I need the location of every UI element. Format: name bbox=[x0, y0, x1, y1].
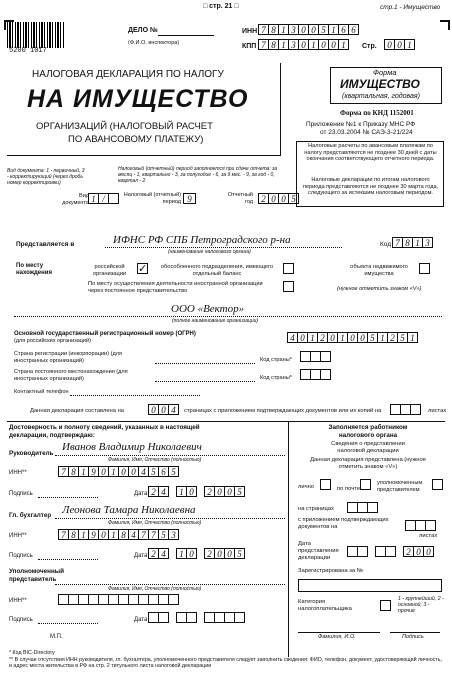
country-code-label-1: Код страны* bbox=[260, 357, 292, 363]
seal-label: М.П. bbox=[50, 634, 63, 640]
form-name: ИМУЩЕСТВО bbox=[340, 77, 420, 91]
director-signature-label: Подпись bbox=[9, 491, 33, 497]
order-line1: Приложение №1 к Приказу МНС РФ bbox=[306, 121, 416, 128]
acc-date-cell[interactable]: 2 bbox=[204, 548, 215, 559]
title-main: НА ИМУЩЕСТВО bbox=[27, 85, 249, 113]
authority-code-cells[interactable] bbox=[392, 237, 432, 248]
category-note: 1 - крупнейший, 2 - основной, 3 - прочие bbox=[398, 596, 444, 615]
r-date-cell[interactable]: 0 bbox=[413, 546, 424, 557]
pages-cells-cell[interactable]: 4 bbox=[168, 404, 179, 415]
dir-inn-cell[interactable]: 6 bbox=[158, 466, 169, 477]
hdr-inn-cell[interactable]: 7 bbox=[258, 24, 269, 35]
accountant-inn-cells[interactable] bbox=[58, 529, 178, 540]
acc-inn-cell[interactable]: 9 bbox=[88, 529, 99, 540]
acc-date-cell[interactable]: 5 bbox=[234, 548, 245, 559]
r-date-cell[interactable] bbox=[385, 546, 396, 557]
case-label: ДЕЛО № bbox=[128, 27, 158, 34]
director-inn-label: ИНН** bbox=[9, 470, 27, 476]
director-signature-line[interactable] bbox=[38, 497, 98, 498]
dir-inn-cell[interactable]: 5 bbox=[168, 466, 179, 477]
dir-inn-cell[interactable]: 1 bbox=[108, 466, 119, 477]
org-name-line bbox=[14, 316, 442, 317]
period-cells[interactable] bbox=[183, 193, 195, 204]
ogrn-cells-cell[interactable]: 0 bbox=[357, 332, 368, 343]
code-cells-cell[interactable]: 7 bbox=[392, 237, 403, 248]
acc-inn-cell[interactable]: 7 bbox=[138, 529, 149, 540]
sheets-label: листах bbox=[419, 533, 438, 539]
hdr-inn-cell[interactable]: 1 bbox=[328, 24, 339, 35]
section-divider bbox=[7, 421, 445, 422]
hdr-inn-cell[interactable]: 8 bbox=[268, 24, 279, 35]
corner-marker bbox=[4, 20, 14, 30]
ogrn-cells-cell[interactable]: 4 bbox=[287, 332, 298, 343]
doc-type-note: Вид документа: 1 - первичный, 3 - корректирующий (через дробь номер корректировки) bbox=[7, 168, 85, 186]
by-rep-label: уполномоченным представителем bbox=[377, 480, 423, 493]
dir-date-cell[interactable]: 4 bbox=[158, 486, 169, 497]
sheets-cells[interactable] bbox=[390, 404, 420, 415]
director-name[interactable]: Иванов Владимир Николаевич bbox=[62, 441, 202, 453]
hdr-inn-cell[interactable]: 3 bbox=[288, 24, 299, 35]
kpp-label: КПП bbox=[242, 43, 257, 50]
cc1-cell[interactable] bbox=[320, 351, 331, 362]
org-name-note: (полное наименование организации) bbox=[172, 318, 259, 324]
accountant-date-cells[interactable] bbox=[148, 548, 244, 559]
hdr-kpp-cell[interactable]: 0 bbox=[328, 39, 339, 50]
pages-text-1: Данная декларация составлена на bbox=[30, 408, 125, 414]
dir-date-cell[interactable]: 2 bbox=[204, 486, 215, 497]
code-cells-cell[interactable]: 8 bbox=[402, 237, 413, 248]
submitted-line bbox=[105, 247, 342, 248]
pages-text-2: страницах с приложением подтверждающих документов или их копий на bbox=[184, 408, 382, 414]
inspector-fio-line[interactable] bbox=[298, 632, 380, 633]
rep-date-cell[interactable] bbox=[234, 612, 245, 623]
personal-label: лично bbox=[298, 484, 315, 490]
ogrn-note: (для российских организаций) bbox=[14, 338, 91, 344]
page-num-label: Стр. bbox=[362, 43, 377, 50]
period-label: Налоговый (отчетный) период bbox=[123, 192, 181, 205]
title-line1: НАЛОГОВАЯ ДЕКЛАРАЦИЯ ПО НАЛОГУ bbox=[32, 69, 224, 80]
on-pages-label: на страницах bbox=[298, 506, 334, 512]
acc-inn-cell[interactable]: 5 bbox=[158, 529, 169, 540]
code-cells-cell[interactable]: 3 bbox=[422, 237, 433, 248]
page-top-marker: □ стр. 21 □ bbox=[203, 3, 239, 10]
country-perm-line bbox=[155, 381, 255, 382]
place-foreign-label: По месту осуществления деятельности иностранной организации через постоянное представительство bbox=[88, 281, 263, 294]
acc-inn-cell[interactable]: 7 bbox=[58, 529, 69, 540]
country-code-label-2: Код страны* bbox=[260, 375, 292, 381]
acc-inn-cell[interactable]: 3 bbox=[168, 529, 179, 540]
ogrn-cells-cell[interactable]: 0 bbox=[327, 332, 338, 343]
rep-date-cell[interactable] bbox=[186, 612, 197, 623]
doc-kind-cell[interactable] bbox=[108, 193, 119, 204]
ogrn-cells-cell[interactable]: 1 bbox=[337, 332, 348, 343]
dir-inn-cell[interactable]: 4 bbox=[138, 466, 149, 477]
r-date-cell[interactable]: 0 bbox=[423, 546, 434, 557]
pages-text-3: листах bbox=[428, 408, 447, 414]
director-fio-note: Фамилия, Имя, Отчество (полностью) bbox=[108, 457, 202, 463]
dir-inn-cell[interactable]: 7 bbox=[58, 466, 69, 477]
country-reg-label: Страна регистрации (инкорпорации) (для иностранных организаций) bbox=[14, 351, 123, 364]
received-pages-cells[interactable] bbox=[347, 502, 377, 513]
accountant-inn-label: ИНН** bbox=[9, 533, 27, 539]
period-cell[interactable]: 9 bbox=[183, 193, 196, 204]
r-pages-cell[interactable] bbox=[367, 502, 378, 513]
column-divider bbox=[288, 421, 289, 657]
by-mail-label: по почте bbox=[337, 486, 361, 492]
place-branch-label: обособленного подразделения, имеющего отдельный баланс bbox=[160, 264, 274, 277]
country-reg-line bbox=[155, 363, 255, 364]
representative-inn-cells[interactable] bbox=[58, 594, 178, 605]
dir-inn-cell[interactable]: 5 bbox=[148, 466, 159, 477]
acc-inn-cell[interactable]: 4 bbox=[128, 529, 139, 540]
accountant-signature-line[interactable] bbox=[38, 559, 98, 560]
tax-office-sub1: Сведения о представлении налоговой декларации bbox=[331, 441, 405, 454]
r-sheets-cell[interactable] bbox=[425, 520, 436, 531]
dir-inn-cell[interactable]: 0 bbox=[128, 466, 139, 477]
hdr-inn-cell[interactable]: 0 bbox=[298, 24, 309, 35]
year-cells[interactable] bbox=[258, 193, 298, 204]
ogrn-label: Основной государственный регистрационный номер (ОГРН) bbox=[14, 331, 196, 337]
pages-cells-cell[interactable]: 0 bbox=[158, 404, 169, 415]
ogrn-cells-cell[interactable]: 1 bbox=[407, 332, 418, 343]
ogrn-cells-cell[interactable]: 2 bbox=[387, 332, 398, 343]
doc-kind-cell[interactable]: 1 bbox=[88, 193, 99, 204]
place-foreign-checkbox[interactable] bbox=[283, 281, 294, 292]
representative-line bbox=[55, 584, 285, 585]
page-label: стр.1 - Имущество bbox=[380, 4, 441, 11]
rep-date-cell[interactable] bbox=[158, 612, 169, 623]
tax-office-sub2: Данная декларация представлена (нужное отметить знаком «V») bbox=[310, 457, 426, 470]
submitted-note: (наименование налогового органа) bbox=[168, 249, 251, 255]
with-docs-label: с приложением подтверждающих документов на bbox=[298, 517, 389, 530]
code-label: Код bbox=[380, 241, 392, 248]
hdr-inn-cell[interactable]: 6 bbox=[348, 24, 359, 35]
period-note: Налоговый (отчетный) период заполняется при сдаче отчета: за месяц - 1, квартально - 3, за полугодие - 6, за 9 мес. - 9, за год - 0, квартал - 2 bbox=[118, 166, 278, 184]
pages-cells[interactable] bbox=[148, 404, 178, 415]
title-line3: ОРГАНИЗАЦИЙ (НАЛОГОВЫЙ РАСЧЕТ bbox=[36, 121, 213, 132]
hdr-kpp-cell[interactable]: 1 bbox=[278, 39, 289, 50]
tax-authority-name[interactable]: ИФНС РФ СПБ Петроградского р-на bbox=[113, 234, 291, 246]
ogrn-cells-cell[interactable]: 5 bbox=[397, 332, 408, 343]
category-cell[interactable] bbox=[380, 600, 391, 611]
footnote-1: * Код BIC-Directory bbox=[9, 650, 55, 656]
hdr-page-cell[interactable]: 1 bbox=[404, 39, 415, 50]
country-code-cells-2[interactable] bbox=[300, 369, 330, 380]
knd-code: Форма по КНД 1152001 bbox=[340, 109, 414, 117]
header-kpp-cells[interactable] bbox=[258, 39, 348, 50]
acc-date-cell[interactable]: 0 bbox=[186, 548, 197, 559]
acc-inn-cell[interactable]: 7 bbox=[148, 529, 159, 540]
country-code-cells-1[interactable] bbox=[300, 351, 330, 362]
submission-date-cells[interactable] bbox=[347, 546, 433, 557]
year-label: Отчетный год bbox=[227, 192, 253, 205]
representative-fio-note: Фамилия, Имя, Отчество (полностью) bbox=[108, 586, 202, 592]
place-russian-label: российской организации bbox=[92, 264, 127, 277]
ogrn-cells-cell[interactable]: 0 bbox=[297, 332, 308, 343]
representative-inn-label: ИНН** bbox=[9, 598, 27, 604]
representative-signature-line[interactable] bbox=[38, 623, 98, 624]
inn-label: ИНН bbox=[242, 28, 258, 35]
ogrn-cells-cell[interactable]: 1 bbox=[377, 332, 388, 343]
phone-line bbox=[70, 395, 200, 396]
cc2-cell[interactable] bbox=[320, 369, 331, 380]
ogrn-cells-cell[interactable]: 2 bbox=[317, 332, 328, 343]
barcode bbox=[7, 22, 65, 48]
ogrn-cells-cell[interactable]: 0 bbox=[347, 332, 358, 343]
year-cells-cell[interactable]: 2 bbox=[258, 193, 269, 204]
personal-checkbox[interactable] bbox=[320, 479, 331, 490]
dir-date-cell[interactable]: 0 bbox=[224, 486, 235, 497]
hdr-kpp-cell[interactable]: 3 bbox=[288, 39, 299, 50]
representative-date-cells[interactable] bbox=[148, 612, 244, 623]
inspector-signature-line[interactable] bbox=[390, 632, 440, 633]
acc-inn-cell[interactable]: 1 bbox=[108, 529, 119, 540]
doc-kind-label: Вид документа bbox=[62, 193, 89, 206]
representative-label: Уполномоченный представитель bbox=[9, 568, 65, 583]
acc-date-cell[interactable]: 4 bbox=[158, 548, 169, 559]
inspector-fio-label: Фамилия, И.О. bbox=[318, 634, 356, 640]
contact-phone-label: Контактный телефон bbox=[14, 389, 69, 395]
hdr-inn-cell[interactable]: 5 bbox=[318, 24, 329, 35]
hdr-kpp-cell[interactable]: 0 bbox=[298, 39, 309, 50]
acc-date-cell[interactable]: 0 bbox=[224, 548, 235, 559]
acc-inn-cell[interactable]: 1 bbox=[78, 529, 89, 540]
director-date-cells[interactable] bbox=[148, 486, 244, 497]
footnote-2: ** В случае отсутствия ИНН руководителя, гл. бухгалтера, уполномоченного представителя следует заполнить сведения: ФИО, телефон, документ, удостоверяющий личность, и адрес места жительства в РФ на стр. 2 титульного листа налоговой декларации bbox=[9, 657, 442, 670]
hdr-kpp-cell[interactable]: 8 bbox=[268, 39, 279, 50]
accountant-name[interactable]: Леонова Тамара Николаевна bbox=[62, 504, 196, 516]
dir-date-cell[interactable]: 0 bbox=[214, 486, 225, 497]
acc-date-cell[interactable]: 0 bbox=[214, 548, 225, 559]
r-date-cell[interactable] bbox=[357, 546, 368, 557]
place-label: По месту нахождения bbox=[16, 263, 52, 276]
dir-inn-cell[interactable]: 1 bbox=[78, 466, 89, 477]
ogrn-cells-cell[interactable]: 5 bbox=[367, 332, 378, 343]
dir-date-cell[interactable]: 0 bbox=[186, 486, 197, 497]
inspector-signature-label: Подпись bbox=[402, 634, 424, 640]
corner-marker bbox=[440, 20, 450, 30]
place-property-checkbox[interactable] bbox=[419, 263, 430, 274]
header-page-cells[interactable] bbox=[384, 39, 414, 50]
hdr-kpp-cell[interactable]: 7 bbox=[258, 39, 269, 50]
submitted-label: Представляется в bbox=[16, 241, 75, 248]
organization-name[interactable]: ООО «Вектор» bbox=[171, 303, 245, 315]
doc-kind-cells[interactable] bbox=[88, 193, 118, 204]
sheets-cells-cell[interactable] bbox=[410, 404, 421, 415]
hdr-inn-cell[interactable]: 6 bbox=[338, 24, 349, 35]
dir-inn-cell[interactable]: 9 bbox=[88, 466, 99, 477]
hdr-inn-cell[interactable]: 0 bbox=[308, 24, 319, 35]
date-submitted-label: Дата представления декларации bbox=[298, 541, 339, 561]
header-inn-cells[interactable] bbox=[258, 24, 358, 35]
acc-inn-cell[interactable]: 8 bbox=[118, 529, 129, 540]
acc-date-cell[interactable]: 2 bbox=[148, 548, 159, 559]
place-property-label: объекта недвижимого имущества bbox=[350, 264, 408, 277]
by-mail-checkbox[interactable] bbox=[360, 479, 371, 490]
representative-signature-label: Подпись bbox=[9, 617, 33, 623]
code-cells-cell[interactable]: 1 bbox=[412, 237, 423, 248]
dir-date-cell[interactable]: 1 bbox=[176, 486, 187, 497]
notice-advance: Налоговые расчеты по авансовым платежам по налогу представляются не позднее 30 дней с даты окончания соответствующего отчетного периода. bbox=[304, 143, 437, 163]
director-line bbox=[55, 455, 285, 456]
mark-note: (нужное отметить знаком «V») bbox=[337, 286, 422, 292]
representative-date-label: Дата bbox=[134, 617, 148, 623]
case-line bbox=[158, 35, 214, 36]
dir-inn-cell[interactable]: 0 bbox=[98, 466, 109, 477]
year-cells-cell[interactable]: 0 bbox=[268, 193, 279, 204]
place-russian-checkbox[interactable]: ✓ bbox=[138, 263, 148, 275]
order-line2: от 23.03.2004 № САЭ-3-21/224 bbox=[320, 129, 413, 136]
acc-inn-cell[interactable]: 8 bbox=[68, 529, 79, 540]
doc-kind-cell[interactable]: / bbox=[98, 193, 109, 204]
received-sheets-cells[interactable] bbox=[405, 520, 435, 531]
dir-inn-cell[interactable]: 0 bbox=[118, 466, 129, 477]
dir-date-cell[interactable]: 2 bbox=[148, 486, 159, 497]
hdr-kpp-cell[interactable]: 1 bbox=[308, 39, 319, 50]
country-perm-label: Страна постоянного местонахождения (для иностранных организаций) bbox=[14, 369, 128, 382]
rep-inn-cell[interactable] bbox=[168, 594, 179, 605]
place-branch-checkbox[interactable] bbox=[283, 263, 294, 274]
confirmation-heading: Достоверность и полноту сведений, указанных в настоящей декларации, подтверждаю: bbox=[9, 424, 200, 439]
acc-inn-cell[interactable]: 0 bbox=[98, 529, 109, 540]
pages-cells-cell[interactable]: 0 bbox=[148, 404, 159, 415]
tax-office-heading: Заполняется работником налогового органа bbox=[328, 424, 408, 439]
form-label: Форма bbox=[373, 68, 397, 77]
hdr-kpp-cell[interactable]: 0 bbox=[318, 39, 329, 50]
year-cells-cell[interactable]: 0 bbox=[278, 193, 289, 204]
hdr-inn-cell[interactable]: 1 bbox=[278, 24, 289, 35]
dir-inn-cell[interactable]: 8 bbox=[68, 466, 79, 477]
hdr-kpp-cell[interactable]: 1 bbox=[338, 39, 349, 50]
accountant-signature-label: Подпись bbox=[9, 553, 33, 559]
director-inn-cells[interactable] bbox=[58, 466, 178, 477]
ogrn-cells[interactable] bbox=[287, 332, 417, 343]
barcode-number: 5200 1017 bbox=[9, 47, 47, 55]
r-date-cell[interactable]: 2 bbox=[403, 546, 414, 557]
accountant-fio-note: Фамилия, Имя, Отчество (полностью) bbox=[108, 520, 202, 526]
acc-date-cell[interactable]: 1 bbox=[176, 548, 187, 559]
hdr-page-cell[interactable]: 0 bbox=[384, 39, 395, 50]
category-label: Категория налогоплательщика bbox=[298, 599, 352, 612]
form-sub: (квартальная, годовая) bbox=[342, 93, 420, 100]
notice-annual: Налоговые декларации по итогам налогового периода представляются не позднее 30 марта года, следующего за истекшим налоговым периодом. bbox=[302, 177, 439, 197]
ogrn-cells-cell[interactable]: 1 bbox=[307, 332, 318, 343]
hdr-page-cell[interactable]: 0 bbox=[394, 39, 405, 50]
director-date-label: Дата bbox=[134, 491, 148, 497]
registered-label: Зарегистрирована за № bbox=[298, 568, 363, 574]
accountant-date-label: Дата bbox=[134, 553, 148, 559]
accountant-label: Гл. бухгалтер bbox=[9, 512, 52, 519]
inspector-note: (Ф.И.О. инспектора) bbox=[128, 40, 180, 46]
dir-date-cell[interactable]: 5 bbox=[234, 486, 245, 497]
director-label: Руководитель bbox=[9, 450, 54, 457]
by-rep-checkbox[interactable] bbox=[432, 479, 443, 490]
year-cells-cell[interactable]: 5 bbox=[288, 193, 299, 204]
title-line4: ПО АВАНСОВОМУ ПЛАТЕЖУ) bbox=[68, 134, 204, 145]
registration-number-field[interactable] bbox=[298, 579, 442, 592]
accountant-line bbox=[55, 518, 285, 519]
